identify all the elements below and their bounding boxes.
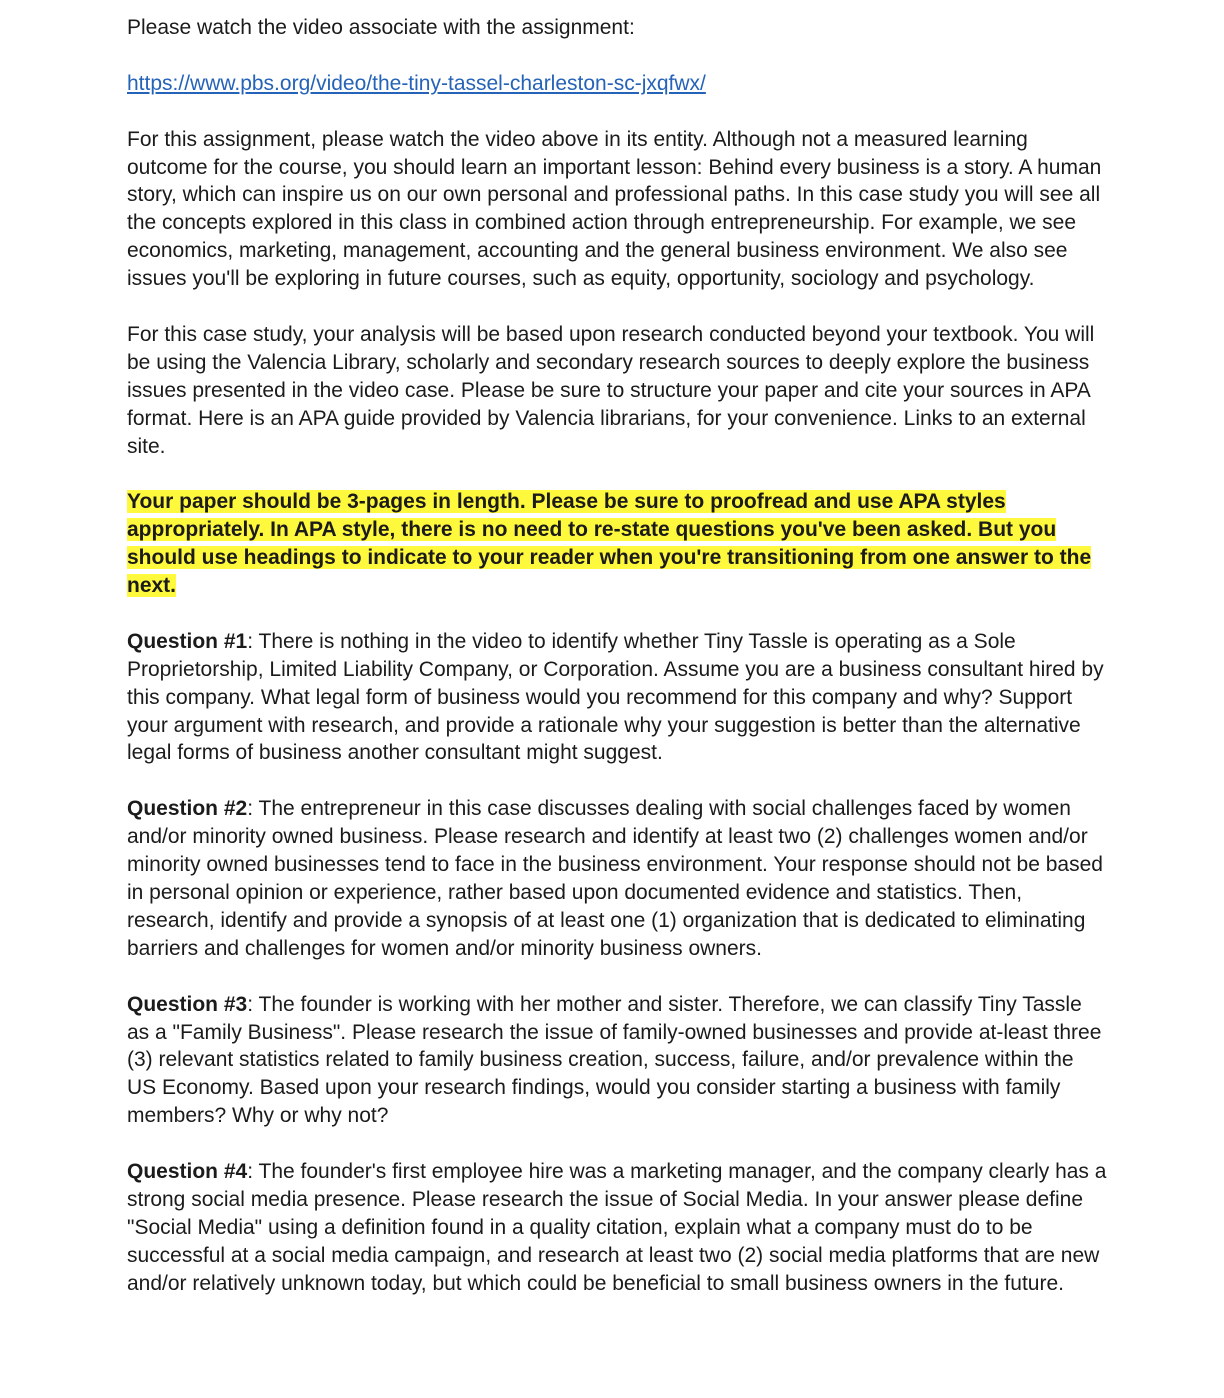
assignment-document <box>127 14 1107 1325</box>
question-1 <box>127 628 1107 768</box>
highlighted-instructions: Your paper should be 3-pages in length. Please be sure to proofread and use APA styles appropriately. In APA style, there is no need to re-state questions you've been asked. But you should use headings to indicate to your reader when you're transitioning from one answer to the next. <box>127 490 1092 598</box>
question-1-text: : There is nothing in the video to identify whether Tiny Tassle is operating as a Sole Proprietorship, Limited Liability Company, or Corporation. Assume you are a business consultant hired by this company. What legal form of business would you recommend for this company and why? Support your argument with research, and provide a rationale why your suggestion is better than the alternative legal forms of business another consultant might suggest. <box>127 629 1104 765</box>
question-2 <box>127 795 1107 962</box>
paper-requirements-highlight <box>127 488 1107 600</box>
question-4-label: Question #4 <box>127 1160 248 1184</box>
question-1-label: Question #1 <box>127 629 248 653</box>
video-link[interactable]: https://www.pbs.org/video/the-tiny-tassel-charleston-sc-jxqfwx/ <box>127 71 706 95</box>
intro-text: Please watch the video associate with the assignment: <box>127 16 635 39</box>
question-4 <box>127 1158 1107 1298</box>
video-link-paragraph <box>127 70 1107 98</box>
question-3-label: Question #3 <box>127 992 248 1016</box>
paragraph-research-requirements: For this case study, your analysis will be based upon research conducted beyond your textbook. You will be using the Valencia Library, scholarly and secondary research sources to deeply explore the business issues presented in the video case. Please be sure to structure your paper and cite your sources in APA format. Here is an APA guide provided by Valencia librarians, for your convenience. Links to an external site. <box>127 322 1095 458</box>
question-3-text: : The founder is working with her mother and sister. Therefore, we can classify Tiny Tassle as a "Family Business". Please research the issue of family-owned businesses and provide at-least three (3) relevant statistics related to family business creation, success, failure, and/or prevalence within the US Economy. Based upon your research findings, would you consider starting a business with family members? Why or why not? <box>127 992 1102 1128</box>
paragraph-assignment-overview: For this assignment, please watch the video above in its entity. Although not a measured learning outcome for the course, you should learn an important lesson: Behind every business is a story. A human story, which can inspire us on our own personal and professional paths. In this case study you will see all the concepts explored in this class in combined action through entrepreneurship. For example, we see economics, marketing, management, accounting and the general business environment. We also see issues you'll be exploring in future courses, such as equity, opportunity, sociology and psychology. <box>127 127 1102 291</box>
question-3 <box>127 991 1107 1131</box>
question-4-text: : The founder's first employee hire was a marketing manager, and the company clearly has a strong social media presence. Please research the issue of Social Media. In your answer please define "Social Media" using a definition found in a quality citation, explain what a company must do to be successful at a social media campaign, and research at least two (2) social media platforms that are new and/or relatively unknown today, but which could be beneficial to small business owners in the future. <box>127 1160 1107 1295</box>
question-2-text: : The entrepreneur in this case discusses dealing with social challenges faced by women and/or minority owned business. Please research and identify at least two (2) challenges women and/or minority owned businesses tend to face in the business environment. Your response should not be based in personal opinion or experience, rather based upon documented evidence and statistics. Then, research, identify and provide a synopsis of at least one (1) organization that is dedicated to eliminating barriers and challenges for women and/or minority business owners. <box>127 797 1103 960</box>
question-2-label: Question #2 <box>127 797 248 821</box>
